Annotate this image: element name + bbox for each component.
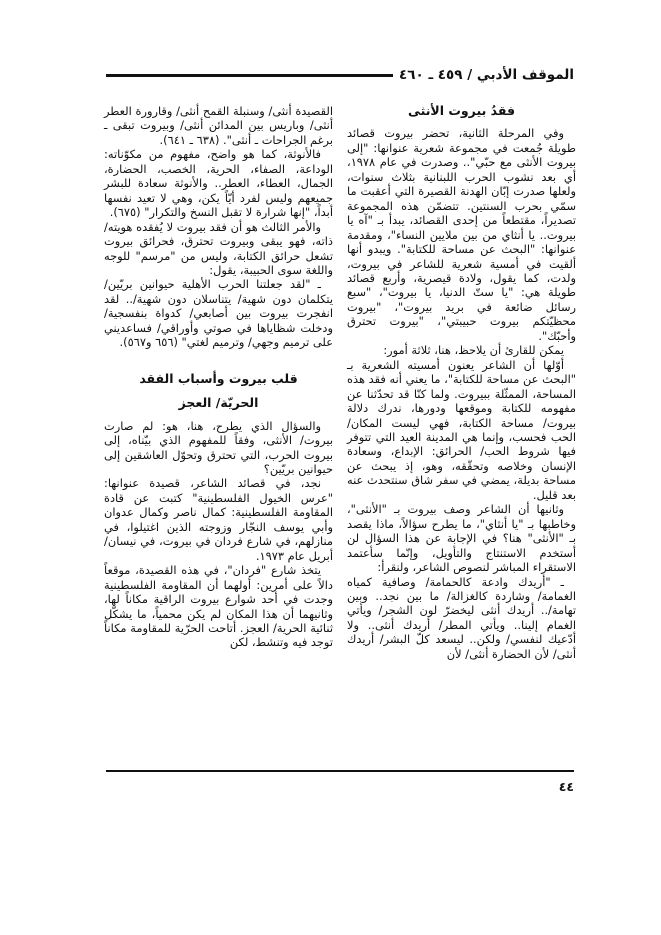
footer-rule [106, 770, 574, 772]
paragraph: والسؤال الذي يطرح، هنا، هو: لم صارت بيروت/ الأنثى، وفقاً للمفهوم الذي بيّناه، إلى بيروت الحرب، التي تحترق وتحوّل العاشقين إلى حيوانين بريّين؟ [104, 418, 333, 476]
left-column [104, 104, 333, 650]
paragraph: فالأنوثة، كما هو واضح، مفهوم من مكوّناته: الوداعة، الصفاء، الحرية، الخصب، الحضارة، الجمال، العطاء، العطر.. والأنوثة سعادة للبشر جميعهم وليس لفرد أيّاً يكن، وهي لا تعيد نفسها أبداً، "إنها شرارة لا تقبل النسخ والتكرار" (٦٧٥). [104, 147, 333, 220]
quote-paragraph: ـ "أريدك وادعة كالحمامة/ وصافية كمياه الغمامة/ وشاردة كالغزالة/ ما بين نجد.. وبين تهامة/.. أريدك أنثى ليخضرّ لون الشجر/ ويأتي الغمام إلينا.. ويأتي المطر/ أريدك أنثى.. ولا أدّعيك لنفسي/ ولكن.. ليسعد كلّ البشر/ أريدك أنثى/ لأن الحضارة أنثى/ لأن [347, 574, 576, 661]
page-number: ٤٤ [558, 779, 574, 794]
quote-paragraph: ـ "لقد جعلتنا الحرب الأهلية حيوانين بريّين/ يتكلمان دون شهية/ يتناسلان دون شهية/.. لقد انفجرت بيروت بين أصابعي/ كدواة بنفسجية/ ودخلت شظاياها في صوتي وأوراقي/ فساعديني على ترميم وجهي/ وترميم لغتي" (٦٥٦ و٥٦٧). [104, 277, 333, 350]
section-heading: فقدُ بيروت الأنثى [407, 103, 516, 118]
paragraph: وثانيها أن الشاعر وصف بيروت بـ "الأنثى"، وخاطبها بـ "يا أنثاي"، ما يطرح سؤالاً، ماذا يقصد بـ "الأنثى" هنا؟ في الإجابة عن هذا السؤال لن أستخدم الاستنتاج والتأويل، وإنّما سأعتمد الاستقراء المباشر لنصوص الشاعر، ولنقرأ: [347, 502, 576, 575]
subsection-heading: الحريّة/ العجز [178, 395, 259, 411]
paragraph: القصيدة أنثى/ وسنبلة القمح أنثى/ وقارورة العطر أنثى/ وباريس بين المدائن أنثى/ وبيروت تبقى ـ برغم الجراحات ـ أنثى". (٦٣٨ ـ ٦٤١). [104, 104, 333, 147]
paragraph: والأمر الثالث هو أن فقد بيروت لا يُفقده هويته/ ذاته، فهو يبقى وبيروت تحترق، فحرائق بيروت تشعل حرائق الكتابة، وليس من "مرسم" للوجه واللغة سوى الحبيبة، يقول: [104, 219, 333, 277]
paragraph: نجد، في قصائد الشاعر، قصيدة عنوانها: "عرس الخيول الفلسطينية" كتبت عن قادة المقاومة الفلسطينية: كمال ناصر وكمال عدوان وأبي يوسف النجّار وزوجته الذين اغتيلوا، في منازلهم، في شارع فردان في بيروت، في نيسان/ أبريل عام ١٩٧٣. [104, 476, 333, 563]
paragraph: يتخذ شارع "فردان"، في هذه القصيدة، موقعاً دالاً على أمرين: أولهما أن المقاومة الفلسطينية وجدت في أحد شوارع بيروت الراقية مكاناً لها، وثانيهما أن هذا المكان لم يكن محمياً، ما يشكّل ثنائية الحرية/ العجز. أتاحت الحرّية للمقاومة مكاناً توجد فيه وتنشط، لكن [104, 563, 333, 650]
running-header [106, 64, 574, 86]
journal-title: الموقف الأدبي / ٤٥٩ ـ ٤٦٠ [399, 67, 574, 83]
section-heading: قلب بيروت وأسباب الفقد [139, 370, 298, 386]
paragraph: وفي المرحلة الثانية، تحضر بيروت قصائد طويلة جُمعت في مجموعة شعرية عنوانها: "إلى بيروت الأنثى مع حبّي".. وصدرت في عام ١٩٧٨، أي بعد نشوب الحرب اللبنانية بثلاث سنوات، ولعلها صدرت إبّان الهدنة القصيرة التي أعقبت ما سمّي بحرب السنتين. تتضمّن هذه المجموعة تصديراً، مقتطعاً من إحدى القصائد، يبدأ بـ "آه يا بيروت.. يا أنثاي من بين ملايين النساء"، ومقدمة عنوانها: "البحث عن مساحة للكتابة". ويبدو أنها ألقيت في أمسية شعرية للشاعر في بيروت، ولدت، كما يقول، ولادة قيصرية، وأربع قصائد طويلة هي: "يا ستّ الدنيا، يا بيروت"، "سبع رسائل ضائعة في بريد بيروت"، "بيروت محظيّتكم بيروت حبيبتي"، "بيروت تحترق وأحبّك". [347, 126, 576, 343]
header-rule [106, 74, 393, 77]
right-column [347, 104, 576, 661]
paragraph: أوّلها أن الشاعر يعنون أمسيته الشعرية بـ "البحث عن مساحة للكتابة"، ما يعني أنه فقد هذه المساحة، الممثّلة ببيروت. ولما كنّا قد تحدّثنا عن مفهومه للكتابة وموقعها ودورها، ندرك دلالة بيروت/ مساحة الكتابة، فهي ليست المكان/ الحب فحسب، وإنما هي المدينة العيد التي تتوفر فيها شروط الحب/ الحرائق: الإبداع، وسعادة الإنسان وخلاصه وتحقّقه، وهو، إذ يبحث عن مساحة بديلة، يمضي في سفر شاق سنتحدث عنه بعد قليل. [347, 357, 576, 502]
paragraph: يمكن للقارئ أن يلاحظ، هنا، ثلاثة أمور: [383, 343, 564, 358]
